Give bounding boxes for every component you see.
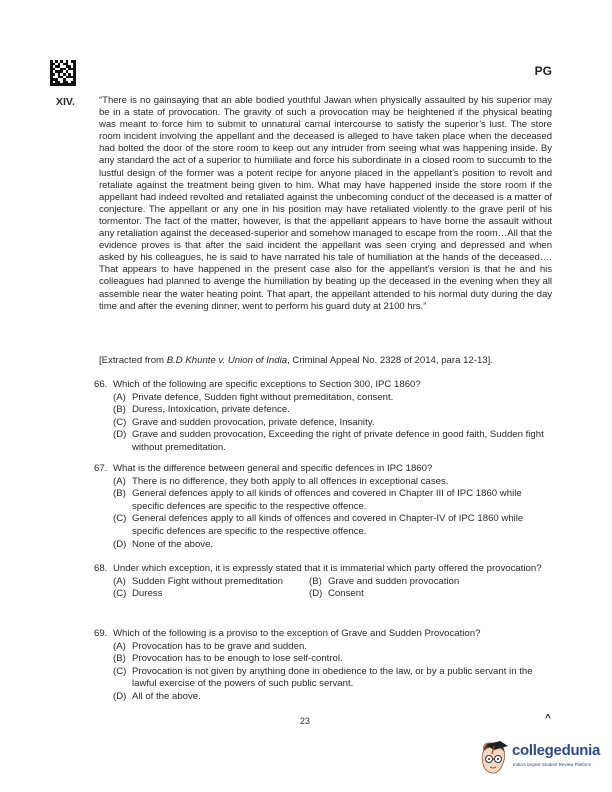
question-66 bbox=[94, 379, 554, 455]
option-label: (C) bbox=[113, 416, 127, 428]
page-number: 23 bbox=[300, 716, 311, 726]
passage-citation bbox=[99, 355, 552, 367]
option-text: General defences apply to all kinds of offences and covered in Chapter III of IPC 1860 while specific defences are specific to the respective offence. bbox=[132, 488, 522, 512]
option-label: (B) bbox=[309, 575, 322, 587]
option-text: Consent bbox=[328, 588, 364, 600]
paper-code-tag: PG bbox=[534, 64, 552, 78]
question-text: Which of the following is a proviso to the exception of Grave and Sudden Provocation? bbox=[113, 628, 481, 639]
question-number: 69. bbox=[94, 628, 108, 639]
option-a bbox=[113, 392, 554, 405]
option-a bbox=[113, 576, 309, 589]
option-label: (A) bbox=[113, 475, 126, 487]
option-a bbox=[113, 641, 554, 654]
logo-wordmark: collegedunia bbox=[512, 742, 601, 759]
option-b bbox=[113, 488, 554, 513]
collegedunia-logo[interactable] bbox=[476, 738, 612, 778]
option-c bbox=[113, 588, 309, 601]
option-d bbox=[113, 691, 554, 704]
option-label: (A) bbox=[113, 391, 126, 403]
option-c bbox=[113, 666, 554, 691]
caret-up-icon: ^ bbox=[545, 713, 551, 724]
passage-text: “There is no gainsaying that an able bodied youthful Jawan when physically assaulted by his superior may be in a state of provocation. The gravity of such a provocation may be heightened if the physical beating was meant to force him to submit to unnatural carnal intercourse to satisfy the superior’s lust. The store room incident involving the appellant and the deceased is alleged to have taken place when the deceased had bolted the door of the store room to keep out any intruder from seeing what was happening inside. By any standard the act of a superior to humiliate and force his subordinate in a closed room to succumb to the lustful design of the former was a potent recipe for anyone placed in the appellant’s position to revolt and retaliate against the treatment being given to him. What may have happened inside the store room if the appellant had indeed revolted and retaliated against the unbecoming conduct of the deceased is a matter of conjecture. The appellant or any one in his position may have retaliated violently to the grave peril of his tormentor. The fact of the matter, however, is that the appellant appears to have borne the assault without any retaliation against the deceased-superior and somehow managed to escape from the room…All that the evidence proves is that after the said incident the appellant was seen crying and depressed and when asked by his colleagues, he is said to have narrated his tale of humiliation at the hands of the deceased…. That appears to have happened in the present case also for the appellant’s version is that he and his colleagues had planned to avenge the humiliation by beating up the deceased in the evening when they all assemble near the water heating point. That apart, the appellant attended to his normal duty during the day time and after the evening dinner, went to perform his guard duty at 2100 hrs.” bbox=[99, 95, 553, 312]
question-number: 68. bbox=[94, 563, 108, 574]
option-label: (C) bbox=[113, 513, 127, 525]
option-label: (B) bbox=[113, 404, 126, 416]
question-number: 67. bbox=[94, 463, 108, 474]
option-c bbox=[113, 513, 554, 538]
option-grid bbox=[113, 576, 554, 601]
question-number: 66. bbox=[94, 379, 108, 390]
option-label: (D) bbox=[113, 429, 127, 441]
option-text: Grave and sudden provocation, Exceeding the right of private defence in good faith, Sudden fight without premeditation. bbox=[132, 429, 544, 453]
question-68 bbox=[94, 563, 554, 601]
passage-label: XIV. bbox=[56, 96, 75, 108]
option-label: (C) bbox=[113, 665, 127, 677]
citation-suffix: , Criminal Appeal No. 2328 of 2014, para 12-13]. bbox=[287, 355, 493, 366]
question-text: Which of the following are specific exceptions to Section 300, IPC 1860? bbox=[113, 379, 421, 390]
option-text: Grave and sudden provocation bbox=[328, 575, 460, 587]
option-b bbox=[113, 653, 554, 666]
option-text: Provocation has to be enough to lose self-control. bbox=[132, 653, 343, 665]
option-a bbox=[113, 476, 554, 489]
question-text: Under which exception, it is expressly stated that it is immaterial which party offered the provocation? bbox=[113, 563, 542, 574]
option-text: Private defence, Sudden fight without premeditation, consent. bbox=[132, 391, 394, 403]
option-d bbox=[113, 429, 554, 454]
option-d bbox=[113, 539, 554, 552]
option-b bbox=[309, 576, 554, 589]
option-label: (D) bbox=[309, 588, 323, 600]
question-text: What is the difference between general and specific defences in IPC 1860? bbox=[113, 463, 433, 474]
logo-tagline: India's largest Student Review Platform bbox=[513, 762, 592, 767]
option-c bbox=[113, 417, 554, 430]
student-mascot-icon bbox=[478, 740, 508, 776]
option-label: (B) bbox=[113, 488, 126, 500]
option-d bbox=[309, 588, 554, 601]
option-text: Duress bbox=[132, 588, 163, 600]
option-text: General defences apply to all kinds of offences and covered in Chapter-IV of IPC 1860 while specific defences are specific to the respective offence. bbox=[132, 513, 524, 537]
option-label: (D) bbox=[113, 690, 127, 702]
option-text: There is no difference, they both apply to all offences in exceptional cases. bbox=[132, 475, 449, 487]
option-text: Provocation has to be grave and sudden. bbox=[132, 640, 307, 652]
datamatrix-code-icon bbox=[50, 60, 76, 86]
question-69 bbox=[94, 628, 554, 704]
citation-prefix: [Extracted from bbox=[99, 355, 167, 366]
option-label: (C) bbox=[113, 588, 127, 600]
option-text: All of the above. bbox=[132, 690, 201, 702]
option-label: (A) bbox=[113, 640, 126, 652]
citation-case-name: B.D Khunte v. Union of India bbox=[166, 355, 288, 366]
option-text: Grave and sudden provocation, private defence, Insanity. bbox=[132, 416, 375, 428]
option-text: Provocation is not given by anything done in obedience to the law, or by a public servant in the lawful exercise of the powers of such public servant. bbox=[132, 665, 533, 690]
option-label: (A) bbox=[113, 575, 126, 587]
option-b bbox=[113, 404, 554, 417]
option-text: Duress, Intoxication, private defence. bbox=[132, 404, 290, 416]
question-67 bbox=[94, 463, 554, 551]
option-label: (B) bbox=[113, 653, 126, 665]
option-text: None of the above. bbox=[132, 538, 214, 550]
option-text: Sudden Fight without premeditation bbox=[132, 575, 283, 587]
option-label: (D) bbox=[113, 538, 127, 550]
